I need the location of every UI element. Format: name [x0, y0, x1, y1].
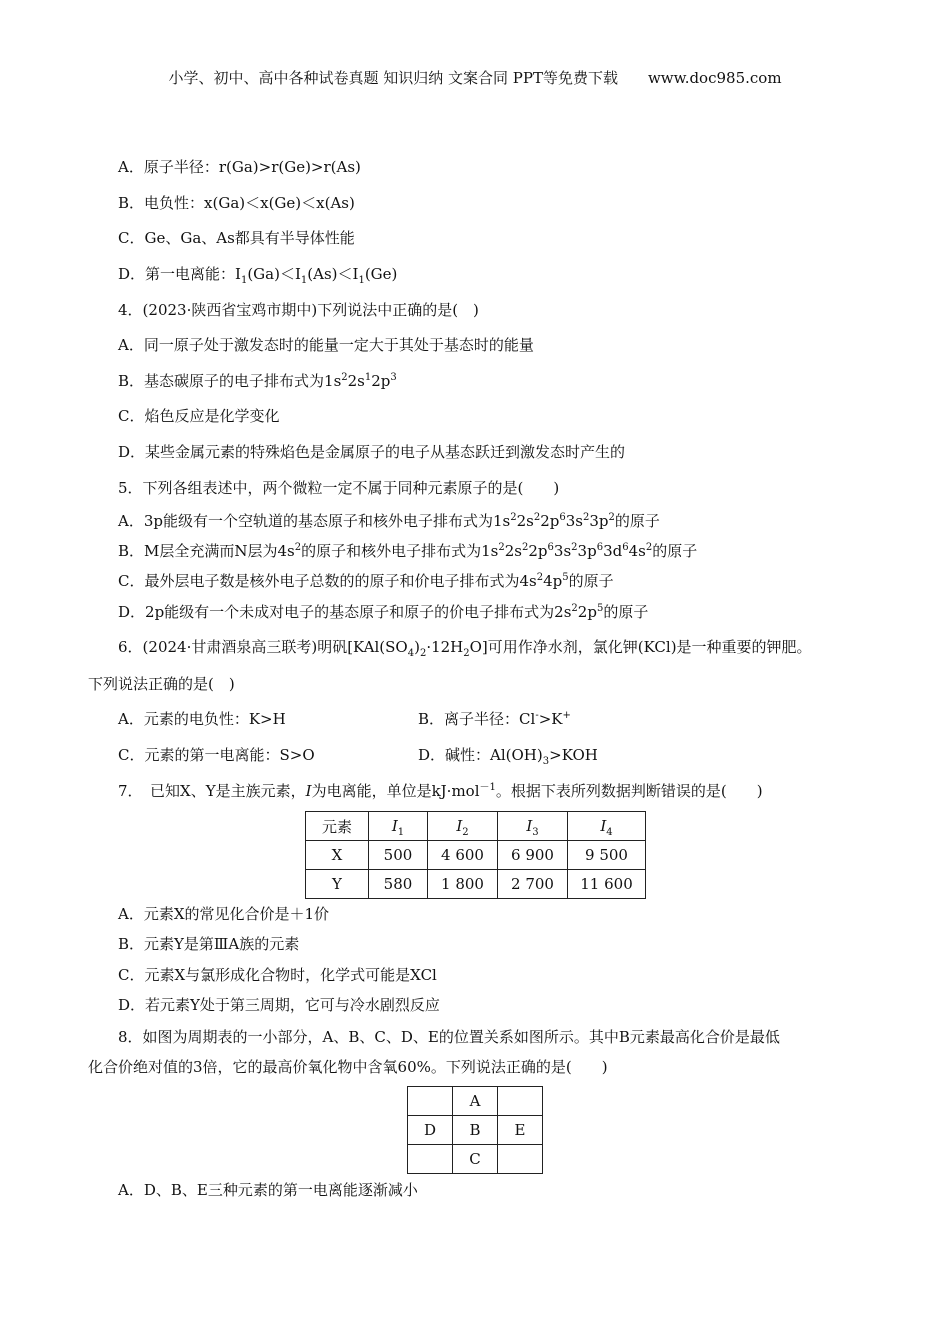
page-header: 小学、初中、高中各种试卷真题 知识归纳 文案合同 PPT等免费下载 www.doc985.com [168, 69, 782, 87]
table-cell: 580 [369, 870, 428, 899]
q7-option-b: B．元素Y是第ⅢA族的元素 [118, 935, 300, 953]
table-header-cell: $I_1$ [369, 812, 428, 841]
table-header-cell: 元素 [306, 812, 369, 841]
q6-option-c: C．元素的第一电离能：S>O [118, 746, 315, 764]
grid-cell: B [453, 1116, 498, 1145]
grid-cell [408, 1145, 453, 1174]
grid-cell: C [453, 1145, 498, 1174]
grid-row [408, 1087, 543, 1116]
q5-option-a: A．3p能级有一个空轨道的基态原子和核外电子排布式为$1s^22s^22p^63s^23p^2$的原子 [118, 512, 660, 530]
q5-option-b: B．M层全充满而N层为$4s^2$的原子和核外电子排布式为$1s^22s^22p^63s^23p^63d^64s^2$的原子 [118, 542, 698, 560]
q3-option-d: D．第一电离能：$I_1(Ga)<I_1(As)<I_1(Ge)$ [118, 265, 398, 286]
q5-option-d: D．2p能级有一个未成对电子的基态原子和原子的价电子排布式为$2s^22p^5$的原子 [118, 603, 649, 621]
q5-option-c: C．最外层电子数是核外电子总数的的原子和价电子排布式为$4s^24p^5$的原子 [118, 572, 614, 590]
table-cell: 2 700 [498, 870, 568, 899]
grid-row [408, 1145, 543, 1174]
q4-option-b: B．基态碳原子的电子排布式为$1s^22s^12p^3$ [118, 372, 397, 390]
table-cell: 11 600 [568, 870, 646, 899]
q6-option-a: A．元素的电负性：K>H [118, 710, 286, 728]
grid-cell [498, 1087, 543, 1116]
table-cell: 9 500 [568, 841, 646, 870]
q6-stem-cont: 下列说法正确的是( ) [88, 675, 235, 693]
q6-stem: 6．(2024·甘肃酒泉高三联考)明矾$[KAl(SO_4)_2\cdot 12H_2O]$可用作净水剂，氯化钾(KCl)是一种重要的钾肥。 [118, 638, 812, 659]
table-row [306, 870, 646, 899]
q5-stem: 5．下列各组表述中，两个微粒一定不属于同种元素原子的是( ) [118, 479, 560, 497]
table-header-cell: $I_2$ [428, 812, 498, 841]
q7-option-a: A．元素X的常见化合价是＋1价 [118, 905, 330, 923]
table-cell: 4 600 [428, 841, 498, 870]
q4-option-c: C．焰色反应是化学变化 [118, 407, 280, 425]
grid-cell [408, 1087, 453, 1116]
table-header-row [306, 812, 646, 841]
table-cell: X [306, 841, 369, 870]
grid-row [408, 1116, 543, 1145]
table-cell: Y [306, 870, 369, 899]
grid-cell: E [498, 1116, 543, 1145]
table-cell: 1 800 [428, 870, 498, 899]
q8-stem: 8．如图为周期表的一小部分，A、B、C、D、E的位置关系如图所示。其中B元素最高化合价是最低 [118, 1028, 780, 1046]
q4-stem: 4．(2023·陕西省宝鸡市期中)下列说法中正确的是( ) [118, 301, 479, 319]
q7-option-c: C．元素X与氯形成化合物时，化学式可能是XCl [118, 966, 437, 984]
q6-option-b: B．离子半径：Cl->K+ [418, 710, 571, 728]
table-header-cell: $I_4$ [568, 812, 646, 841]
q4-option-d: D．某些金属元素的特殊焰色是金属原子的电子从基态跃迁到激发态时产生的 [118, 443, 626, 461]
periodic-table-fragment [407, 1086, 543, 1174]
q6-option-d: D．碱性：$Al(OH)_3>KOH$ [418, 746, 598, 767]
q7-option-d: D．若元素Y处于第三周期，它可与冷水剧烈反应 [118, 996, 440, 1014]
grid-cell: D [408, 1116, 453, 1145]
q8-option-a: A．D、B、E三种元素的第一电离能逐渐减小 [118, 1181, 418, 1199]
q7-stem: 7． 已知X、Y是主族元素，I为电离能，单位是kJ·mol$^{-1}$。根据下表所列数据判断错误的是( ) [118, 782, 763, 800]
q3-option-a: A．原子半径：r(Ga)>r(Ge)>r(As) [118, 158, 361, 176]
q3-option-c: C．Ge、Ga、As都具有半导体性能 [118, 229, 355, 247]
table-cell: 500 [369, 841, 428, 870]
q3-option-b: B．电负性：x(Ga)＜x(Ge)＜x(As) [118, 194, 355, 212]
grid-cell [498, 1145, 543, 1174]
q8-stem-cont: 化合价绝对值的3倍，它的最高价氧化物中含氧60%。下列说法正确的是( ) [88, 1058, 608, 1076]
grid-cell: A [453, 1087, 498, 1116]
table-row [306, 841, 646, 870]
ionization-table [305, 811, 646, 899]
table-cell: 6 900 [498, 841, 568, 870]
table-header-cell: $I_3$ [498, 812, 568, 841]
q4-option-a: A．同一原子处于激发态时的能量一定大于其处于基态时的能量 [118, 336, 534, 354]
